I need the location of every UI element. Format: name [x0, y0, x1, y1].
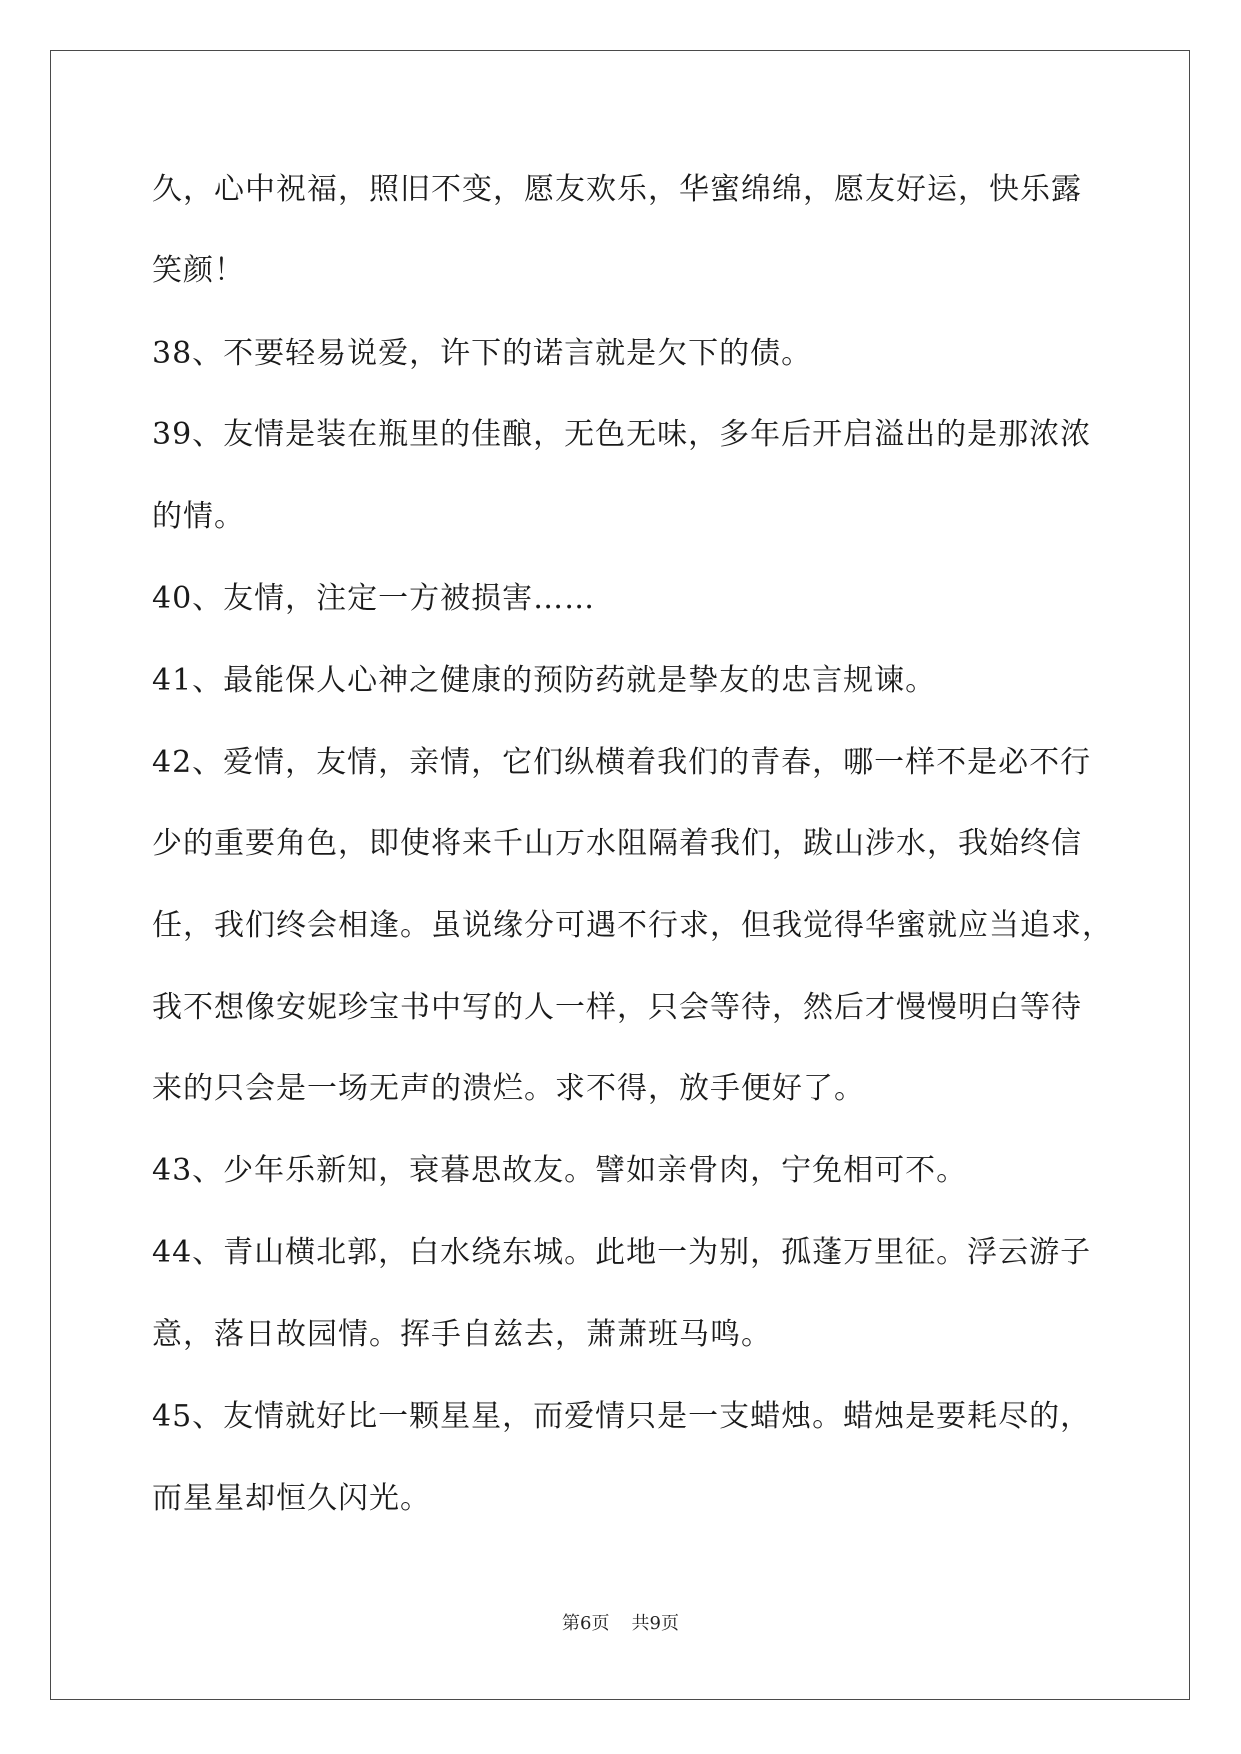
total-pages-label: 共9页 — [631, 1613, 679, 1634]
text-line: 42、爱情，友情，亲情，它们纵横着我们的青春，哪一样不是必不行 — [152, 745, 1092, 780]
text-line: 笑颜！ — [152, 253, 245, 288]
text-line: 少的重要角色，即使将来千山万水阻隔着我们，跋山涉水，我始终信 — [152, 826, 1082, 861]
text-line: 44、青山横北郭，白水绕东城。此地一为别，孤蓬万里征。浮云游子 — [152, 1235, 1092, 1270]
text-line: 43、少年乐新知，衰暮思故友。譬如亲骨肉，宁免相可不。 — [152, 1153, 968, 1188]
text-line: 我不想像安妮珍宝书中写的人一样，只会等待，然后才慢慢明白等待 — [152, 990, 1082, 1025]
text-line: 41、最能保人心神之健康的预防药就是挚友的忠言规谏。 — [152, 663, 937, 698]
text-line: 而星星却恒久闪光。 — [152, 1481, 431, 1516]
text-line: 39、友情是装在瓶里的佳酿，无色无味，多年后开启溢出的是那浓浓 — [152, 417, 1092, 452]
page-footer — [0, 1609, 1241, 1635]
current-page-label: 第6页 — [562, 1613, 610, 1634]
text-line: 意，落日故园情。挥手自兹去，萧萧班马鸣。 — [152, 1317, 772, 1352]
text-line: 任，我们终会相逢。虽说缘分可遇不行求，但我觉得华蜜就应当追求， — [152, 908, 1113, 943]
text-line: 40、友情，注定一方被损害…… — [152, 581, 596, 616]
text-line: 的情。 — [152, 499, 245, 534]
page-border — [50, 50, 1190, 1700]
text-line: 久，心中祝福，照旧不变，愿友欢乐，华蜜绵绵，愿友好运，快乐露 — [152, 172, 1082, 207]
text-line: 45、友情就好比一颗星星，而爱情只是一支蜡烛。蜡烛是要耗尽的， — [152, 1399, 1092, 1434]
text-line: 来的只会是一场无声的溃烂。求不得，放手便好了。 — [152, 1071, 865, 1106]
text-line: 38、不要轻易说爱，许下的诺言就是欠下的债。 — [152, 336, 813, 371]
